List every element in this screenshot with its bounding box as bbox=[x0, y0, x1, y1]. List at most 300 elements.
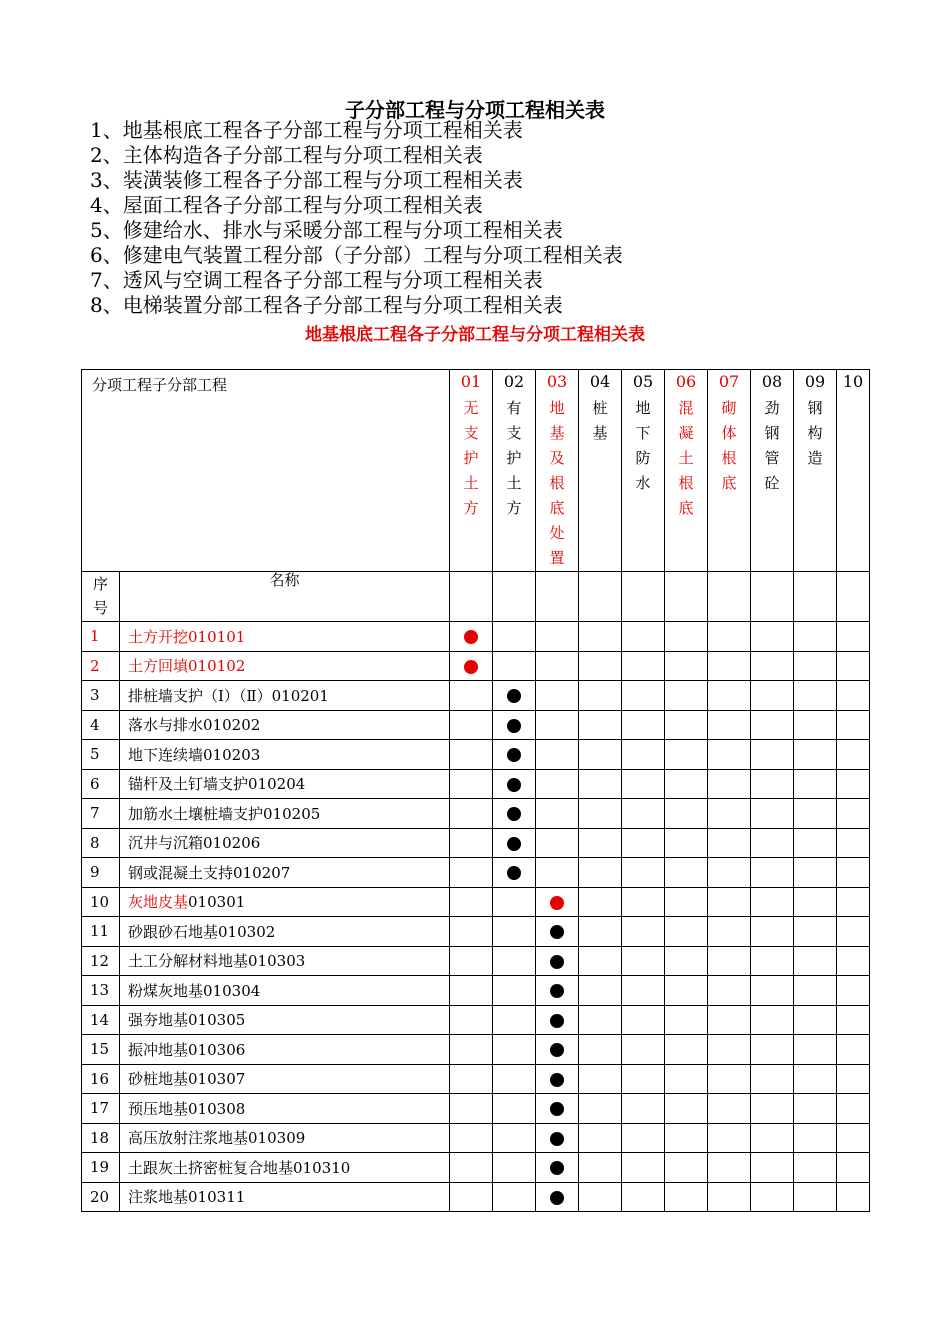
mark-cell bbox=[536, 828, 579, 858]
mark-cell bbox=[450, 681, 493, 711]
mark-cell bbox=[579, 917, 622, 947]
row-name-text: 预压地基 bbox=[128, 1099, 189, 1118]
mark-cell bbox=[837, 740, 870, 770]
mark-cell bbox=[665, 828, 708, 858]
mark-cell bbox=[493, 946, 536, 976]
empty-cell bbox=[751, 572, 794, 622]
mark-cell bbox=[837, 858, 870, 888]
mark-cell bbox=[794, 622, 837, 652]
table-row bbox=[82, 740, 870, 770]
mark-cell bbox=[837, 651, 870, 681]
mark-cell bbox=[493, 917, 536, 947]
row-name bbox=[120, 622, 450, 652]
mark-cell bbox=[622, 917, 665, 947]
row-seq: 6 bbox=[82, 769, 120, 799]
column-name: 桩基 bbox=[592, 399, 608, 442]
row-code: 010206 bbox=[203, 834, 261, 853]
mark-cell bbox=[751, 740, 794, 770]
mark-cell bbox=[751, 651, 794, 681]
table-row bbox=[82, 946, 870, 976]
filled-circle-icon bbox=[507, 866, 521, 880]
mark-cell bbox=[450, 1005, 493, 1035]
mark-cell bbox=[579, 740, 622, 770]
row-code: 010309 bbox=[248, 1129, 306, 1148]
row-name-text: 锚杆及土钉墙支护 bbox=[128, 775, 249, 794]
table-row bbox=[82, 1064, 870, 1094]
mark-cell bbox=[622, 740, 665, 770]
mark-cell bbox=[536, 769, 579, 799]
mark-cell bbox=[493, 769, 536, 799]
mark-cell bbox=[622, 887, 665, 917]
mark-cell bbox=[579, 681, 622, 711]
mark-cell bbox=[450, 858, 493, 888]
filled-circle-icon bbox=[507, 719, 521, 733]
mark-cell bbox=[751, 1094, 794, 1124]
mark-cell bbox=[579, 710, 622, 740]
mark-cell bbox=[536, 946, 579, 976]
mark-cell bbox=[622, 828, 665, 858]
row-seq: 8 bbox=[82, 828, 120, 858]
filled-circle-icon bbox=[507, 748, 521, 762]
mark-cell bbox=[536, 1182, 579, 1212]
mark-cell bbox=[665, 917, 708, 947]
mark-cell bbox=[794, 769, 837, 799]
mark-cell bbox=[837, 1123, 870, 1153]
mark-cell bbox=[450, 769, 493, 799]
table-row bbox=[82, 651, 870, 681]
filled-circle-icon bbox=[507, 807, 521, 821]
mark-cell bbox=[493, 1094, 536, 1124]
table-subtitle: 地基根底工程各子分部工程与分项工程相关表 bbox=[305, 325, 645, 345]
table-row bbox=[82, 828, 870, 858]
mark-cell bbox=[837, 946, 870, 976]
mark-cell bbox=[708, 681, 751, 711]
row-seq: 5 bbox=[82, 740, 120, 770]
toc-item: 3、装潢装修工程各子分部工程与分项工程相关表 bbox=[90, 168, 523, 192]
column-name: 劲钢管砼 bbox=[764, 399, 780, 492]
column-header bbox=[837, 370, 870, 572]
mark-cell bbox=[794, 1064, 837, 1094]
mark-cell bbox=[536, 681, 579, 711]
mark-cell bbox=[579, 828, 622, 858]
table-row bbox=[82, 1182, 870, 1212]
row-name-text: 粉煤灰地基 bbox=[128, 981, 204, 1000]
row-name-text: 钢或混凝土支持 bbox=[128, 863, 234, 882]
mark-cell bbox=[837, 1182, 870, 1212]
mark-cell bbox=[536, 710, 579, 740]
mark-cell bbox=[837, 622, 870, 652]
row-name bbox=[120, 1035, 450, 1065]
empty-cell bbox=[837, 572, 870, 622]
mark-cell bbox=[450, 1182, 493, 1212]
mark-cell bbox=[837, 1064, 870, 1094]
row-name bbox=[120, 858, 450, 888]
table-row bbox=[82, 622, 870, 652]
mark-cell bbox=[708, 1064, 751, 1094]
row-seq: 17 bbox=[82, 1094, 120, 1124]
row-seq: 15 bbox=[82, 1035, 120, 1065]
mark-cell bbox=[794, 710, 837, 740]
mark-cell bbox=[794, 740, 837, 770]
mark-cell bbox=[837, 976, 870, 1006]
mark-cell bbox=[493, 799, 536, 829]
mark-cell bbox=[837, 917, 870, 947]
mark-cell bbox=[708, 828, 751, 858]
mark-cell bbox=[751, 769, 794, 799]
mark-cell bbox=[665, 1153, 708, 1183]
row-name bbox=[120, 917, 450, 947]
mark-cell bbox=[536, 740, 579, 770]
mark-cell bbox=[622, 1064, 665, 1094]
mark-cell bbox=[794, 946, 837, 976]
mark-cell bbox=[751, 828, 794, 858]
mark-cell bbox=[622, 769, 665, 799]
mark-cell bbox=[579, 1035, 622, 1065]
mark-cell bbox=[837, 799, 870, 829]
row-seq: 4 bbox=[82, 710, 120, 740]
mark-cell bbox=[837, 710, 870, 740]
mark-cell bbox=[536, 1153, 579, 1183]
row-name-text: 排桩墙支护（Ⅰ）（Ⅱ） bbox=[128, 686, 272, 705]
mark-cell bbox=[708, 622, 751, 652]
table-row bbox=[82, 858, 870, 888]
filled-circle-icon bbox=[550, 1014, 564, 1028]
row-name-text: 砂桩地基 bbox=[128, 1070, 189, 1089]
row-name bbox=[120, 976, 450, 1006]
mark-cell bbox=[579, 1182, 622, 1212]
mark-cell bbox=[622, 1153, 665, 1183]
mark-cell bbox=[579, 858, 622, 888]
mark-cell bbox=[751, 622, 794, 652]
mark-cell bbox=[536, 1094, 579, 1124]
toc-item: 2、主体构造各子分部工程与分项工程相关表 bbox=[90, 143, 483, 167]
row-seq: 11 bbox=[82, 917, 120, 947]
mark-cell bbox=[536, 799, 579, 829]
mark-cell bbox=[665, 1182, 708, 1212]
row-code: 010310 bbox=[293, 1158, 351, 1177]
toc-list bbox=[90, 118, 623, 318]
mark-cell bbox=[493, 1123, 536, 1153]
empty-cell bbox=[794, 572, 837, 622]
mark-cell bbox=[622, 946, 665, 976]
mark-cell bbox=[794, 1123, 837, 1153]
toc-item: 8、电梯装置分部工程各子分部工程与分项工程相关表 bbox=[90, 293, 563, 317]
mark-cell bbox=[708, 1094, 751, 1124]
mark-cell bbox=[622, 1005, 665, 1035]
mark-cell bbox=[536, 1005, 579, 1035]
empty-cell bbox=[536, 572, 579, 622]
mark-cell bbox=[536, 1035, 579, 1065]
mark-cell bbox=[493, 828, 536, 858]
mark-cell bbox=[579, 1064, 622, 1094]
table-row bbox=[82, 1005, 870, 1035]
mark-cell bbox=[579, 1005, 622, 1035]
mark-cell bbox=[450, 887, 493, 917]
empty-cell bbox=[493, 572, 536, 622]
row-code: 010301 bbox=[188, 893, 246, 912]
filled-circle-icon bbox=[550, 1132, 564, 1146]
mark-cell bbox=[794, 681, 837, 711]
page-title: 子分部工程与分项工程相关表 bbox=[345, 98, 605, 122]
mark-cell bbox=[751, 1123, 794, 1153]
row-seq: 18 bbox=[82, 1123, 120, 1153]
row-name-text: 强夯地基 bbox=[128, 1011, 189, 1030]
mark-cell bbox=[536, 651, 579, 681]
seq-header: 序号 bbox=[82, 572, 120, 622]
row-seq: 9 bbox=[82, 858, 120, 888]
column-name: 有支护土方 bbox=[506, 399, 522, 517]
row-name-text: 土方开挖 bbox=[128, 627, 189, 646]
table-row bbox=[82, 976, 870, 1006]
column-code: 07 bbox=[718, 372, 740, 391]
filled-circle-icon bbox=[550, 925, 564, 939]
mark-cell bbox=[665, 1064, 708, 1094]
filled-circle-icon bbox=[507, 837, 521, 851]
mark-cell bbox=[665, 740, 708, 770]
row-code: 010304 bbox=[203, 981, 261, 1000]
table-row bbox=[82, 710, 870, 740]
mark-cell bbox=[493, 887, 536, 917]
filled-circle-icon bbox=[550, 896, 564, 910]
mark-cell bbox=[708, 1153, 751, 1183]
table-row bbox=[82, 799, 870, 829]
mark-cell bbox=[493, 1153, 536, 1183]
mark-cell bbox=[579, 946, 622, 976]
mark-cell bbox=[450, 710, 493, 740]
mark-cell bbox=[450, 799, 493, 829]
mark-cell bbox=[450, 1035, 493, 1065]
row-name-text: 地下连续墙 bbox=[128, 745, 204, 764]
mark-cell bbox=[622, 1035, 665, 1065]
row-code: 010311 bbox=[188, 1188, 246, 1207]
row-seq: 1 bbox=[82, 622, 120, 652]
mark-cell bbox=[665, 651, 708, 681]
filled-circle-icon bbox=[507, 689, 521, 703]
mark-cell bbox=[794, 1182, 837, 1212]
mark-cell bbox=[751, 681, 794, 711]
mark-cell bbox=[837, 887, 870, 917]
mark-cell bbox=[622, 1182, 665, 1212]
row-seq: 14 bbox=[82, 1005, 120, 1035]
empty-cell bbox=[622, 572, 665, 622]
mark-cell bbox=[622, 799, 665, 829]
mark-cell bbox=[579, 799, 622, 829]
mark-cell bbox=[493, 740, 536, 770]
mark-cell bbox=[751, 858, 794, 888]
toc-item: 7、透风与空调工程各子分部工程与分项工程相关表 bbox=[90, 268, 543, 292]
mark-cell bbox=[708, 1123, 751, 1153]
mark-cell bbox=[493, 1182, 536, 1212]
column-header bbox=[665, 370, 708, 572]
column-code: 03 bbox=[546, 372, 568, 391]
mark-cell bbox=[536, 858, 579, 888]
column-code: 08 bbox=[761, 372, 783, 391]
row-code: 010203 bbox=[203, 745, 261, 764]
mark-cell bbox=[708, 740, 751, 770]
row-name-text: 沉井与沉箱 bbox=[128, 834, 204, 853]
mark-cell bbox=[579, 1123, 622, 1153]
mark-cell bbox=[751, 1182, 794, 1212]
filled-circle-icon bbox=[464, 630, 478, 644]
column-name: 砌体根底 bbox=[721, 399, 737, 492]
mark-cell bbox=[450, 1094, 493, 1124]
mark-cell bbox=[665, 1035, 708, 1065]
mark-cell bbox=[536, 1123, 579, 1153]
table-row bbox=[82, 681, 870, 711]
mark-cell bbox=[837, 681, 870, 711]
row-code: 010306 bbox=[188, 1040, 246, 1059]
mark-cell bbox=[579, 651, 622, 681]
table-row bbox=[82, 887, 870, 917]
mark-cell bbox=[751, 887, 794, 917]
mark-cell bbox=[794, 1153, 837, 1183]
mark-cell bbox=[450, 1123, 493, 1153]
row-code: 010102 bbox=[188, 657, 246, 676]
mark-cell bbox=[708, 799, 751, 829]
filled-circle-icon bbox=[550, 1191, 564, 1205]
mark-cell bbox=[837, 769, 870, 799]
row-name bbox=[120, 887, 450, 917]
column-code: 10 bbox=[842, 372, 864, 391]
mark-cell bbox=[493, 1064, 536, 1094]
column-code: 09 bbox=[804, 372, 826, 391]
mark-cell bbox=[665, 858, 708, 888]
column-header bbox=[450, 370, 493, 572]
mark-cell bbox=[794, 1094, 837, 1124]
mark-cell bbox=[579, 1153, 622, 1183]
row-code: 010303 bbox=[248, 952, 306, 971]
mark-cell bbox=[493, 858, 536, 888]
row-name bbox=[120, 1123, 450, 1153]
table-row bbox=[82, 917, 870, 947]
filled-circle-icon bbox=[550, 1102, 564, 1116]
row-name bbox=[120, 1064, 450, 1094]
mark-cell bbox=[751, 976, 794, 1006]
mark-cell bbox=[794, 887, 837, 917]
mark-cell bbox=[708, 858, 751, 888]
mark-cell bbox=[794, 799, 837, 829]
mark-cell bbox=[665, 887, 708, 917]
mark-cell bbox=[536, 1064, 579, 1094]
mark-cell bbox=[450, 622, 493, 652]
table-row bbox=[82, 1094, 870, 1124]
mark-cell bbox=[493, 976, 536, 1006]
column-code: 05 bbox=[632, 372, 654, 391]
mark-cell bbox=[493, 1035, 536, 1065]
mark-cell bbox=[837, 1035, 870, 1065]
mark-cell bbox=[536, 622, 579, 652]
row-code: 010204 bbox=[248, 775, 306, 794]
column-code: 04 bbox=[589, 372, 611, 391]
empty-cell bbox=[665, 572, 708, 622]
mark-cell bbox=[708, 887, 751, 917]
mark-cell bbox=[493, 1005, 536, 1035]
table-row bbox=[82, 1123, 870, 1153]
mark-cell bbox=[450, 740, 493, 770]
row-seq: 13 bbox=[82, 976, 120, 1006]
toc-item: 5、修建给水、排水与采暖分部工程与分项工程相关表 bbox=[90, 218, 563, 242]
mark-cell bbox=[751, 946, 794, 976]
row-code: 010205 bbox=[263, 804, 321, 823]
mark-cell bbox=[622, 651, 665, 681]
mark-cell bbox=[622, 1123, 665, 1153]
column-code: 06 bbox=[675, 372, 697, 391]
mark-cell bbox=[536, 976, 579, 1006]
column-header bbox=[493, 370, 536, 572]
column-code: 01 bbox=[460, 372, 482, 391]
mark-cell bbox=[622, 622, 665, 652]
mark-cell bbox=[665, 622, 708, 652]
row-code: 010308 bbox=[188, 1099, 246, 1118]
mark-cell bbox=[837, 1005, 870, 1035]
row-code: 010207 bbox=[233, 863, 291, 882]
mark-cell bbox=[751, 710, 794, 740]
row-code: 010201 bbox=[271, 686, 329, 705]
table-row bbox=[82, 769, 870, 799]
row-name bbox=[120, 740, 450, 770]
column-name: 地基及根底处置 bbox=[549, 399, 565, 567]
column-code: 02 bbox=[503, 372, 525, 391]
column-header bbox=[579, 370, 622, 572]
column-header bbox=[622, 370, 665, 572]
mark-cell bbox=[708, 769, 751, 799]
mark-cell bbox=[708, 976, 751, 1006]
mark-cell bbox=[536, 917, 579, 947]
column-name: 地下防水 bbox=[635, 399, 651, 492]
mark-cell bbox=[751, 1035, 794, 1065]
mark-cell bbox=[665, 1094, 708, 1124]
row-seq: 19 bbox=[82, 1153, 120, 1183]
mark-cell bbox=[708, 710, 751, 740]
mark-cell bbox=[450, 828, 493, 858]
mark-cell bbox=[837, 1153, 870, 1183]
row-seq: 20 bbox=[82, 1182, 120, 1212]
row-name bbox=[120, 769, 450, 799]
mark-cell bbox=[708, 651, 751, 681]
row-seq: 2 bbox=[82, 651, 120, 681]
row-name bbox=[120, 1094, 450, 1124]
row-name-text: 砂跟砂石地基 bbox=[128, 922, 219, 941]
row-name-text: 振冲地基 bbox=[128, 1040, 189, 1059]
row-name-text: 土工分解材料地基 bbox=[128, 952, 249, 971]
row-name bbox=[120, 710, 450, 740]
mark-cell bbox=[536, 887, 579, 917]
toc-item: 6、修建电气装置工程分部（子分部）工程与分项工程相关表 bbox=[90, 243, 623, 267]
row-seq: 3 bbox=[82, 681, 120, 711]
column-header bbox=[536, 370, 579, 572]
corner-label: 分项工程子分部工程 bbox=[82, 370, 450, 572]
mark-cell bbox=[708, 917, 751, 947]
row-name bbox=[120, 651, 450, 681]
mark-cell bbox=[622, 858, 665, 888]
column-header bbox=[751, 370, 794, 572]
filled-circle-icon bbox=[550, 1073, 564, 1087]
filled-circle-icon bbox=[550, 1161, 564, 1175]
row-name bbox=[120, 1005, 450, 1035]
row-name-text: 土方回填 bbox=[128, 657, 189, 676]
mark-cell bbox=[794, 651, 837, 681]
name-header: 名称 bbox=[120, 572, 450, 622]
mark-cell bbox=[579, 887, 622, 917]
empty-cell bbox=[708, 572, 751, 622]
filled-circle-icon bbox=[550, 984, 564, 998]
mark-cell bbox=[579, 622, 622, 652]
row-seq: 16 bbox=[82, 1064, 120, 1094]
mark-cell bbox=[665, 1123, 708, 1153]
table-row bbox=[82, 1035, 870, 1065]
row-seq: 10 bbox=[82, 887, 120, 917]
row-code: 010302 bbox=[218, 922, 276, 941]
